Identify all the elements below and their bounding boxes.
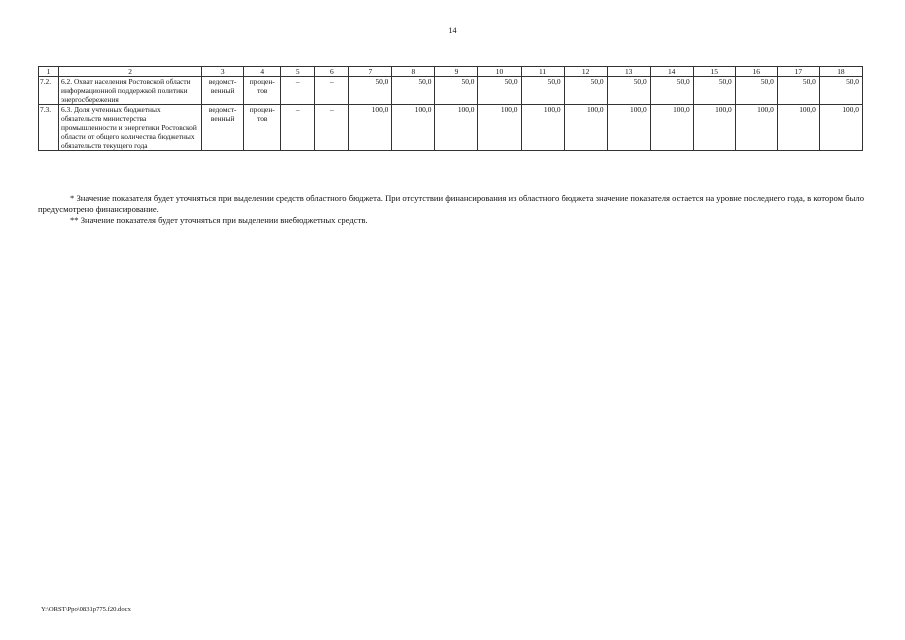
table-header-row — [39, 67, 863, 77]
footnotes — [38, 193, 864, 226]
footnote-2: ** Значение показателя будет уточняться при выделении внебюджетных средств. — [70, 215, 368, 225]
header-cell: 10 — [478, 67, 521, 77]
value-cell: 100,0 — [607, 105, 650, 151]
header-cell: 8 — [392, 67, 435, 77]
value-cell: 50,0 — [349, 77, 392, 105]
value-cell: 50,0 — [521, 77, 564, 105]
header-cell: 5 — [281, 67, 315, 77]
row-number-cell: 7.2. — [39, 77, 59, 105]
page-number: 14 — [448, 26, 457, 35]
header-cell: 3 — [202, 67, 244, 77]
value-cell: 100,0 — [564, 105, 607, 151]
header-cell: 1 — [39, 67, 59, 77]
header-cell: 7 — [349, 67, 392, 77]
unit-cell: процен-тов — [244, 77, 281, 105]
header-cell: 12 — [564, 67, 607, 77]
header-cell: 14 — [650, 67, 693, 77]
value-cell: 50,0 — [819, 77, 862, 105]
header-cell: 11 — [521, 67, 564, 77]
value-cell: 100,0 — [392, 105, 435, 151]
data-source-cell: ведомст-венный — [202, 105, 244, 151]
value-cell: 100,0 — [735, 105, 777, 151]
value-cell: 100,0 — [650, 105, 693, 151]
value-cell: 100,0 — [478, 105, 521, 151]
table-row — [39, 105, 863, 151]
footnote-1: * Значение показателя будет уточняться при выделении средств областного бюджета. При отсутствии финансирования из областного бюджета значение показателя остается на уровне последнего года, в котором было предусмотрено финансирование. — [38, 193, 864, 214]
header-cell: 6 — [315, 67, 349, 77]
value-cell: 50,0 — [392, 77, 435, 105]
value-cell: 50,0 — [650, 77, 693, 105]
row-number-cell: 7.3. — [39, 105, 59, 151]
value-cell: 100,0 — [777, 105, 819, 151]
value-cell: 100,0 — [349, 105, 392, 151]
header-cell: 2 — [59, 67, 202, 77]
indicator-name-cell: 6.2. Охват населения Ростовской области информационной поддержкой политики энергосбережения — [59, 77, 202, 105]
header-cell: 4 — [244, 67, 281, 77]
header-cell: 17 — [777, 67, 819, 77]
header-cell: 15 — [693, 67, 735, 77]
header-cell: 16 — [735, 67, 777, 77]
value-cell: 50,0 — [693, 77, 735, 105]
value-cell: 50,0 — [777, 77, 819, 105]
unit-cell: процен-тов — [244, 105, 281, 151]
header-cell: 13 — [607, 67, 650, 77]
header-cell: 18 — [819, 67, 862, 77]
value-cell: – — [315, 77, 349, 105]
value-cell: – — [281, 77, 315, 105]
table-row — [39, 77, 863, 105]
value-cell: 100,0 — [819, 105, 862, 151]
value-cell: 50,0 — [735, 77, 777, 105]
value-cell: 50,0 — [607, 77, 650, 105]
value-cell: 100,0 — [693, 105, 735, 151]
value-cell: 100,0 — [521, 105, 564, 151]
indicators-table — [38, 66, 863, 151]
data-source-cell: ведомст-венный — [202, 77, 244, 105]
indicator-name-cell: 6.3. Доля учтенных бюджетных обязательств министерства промышленности и энергетики Ростовской области от общего количества бюджетных обязательств текущего года — [59, 105, 202, 151]
value-cell: 100,0 — [435, 105, 478, 151]
value-cell: 50,0 — [564, 77, 607, 105]
value-cell: 50,0 — [478, 77, 521, 105]
file-path-footer: Y:\ORST\Ppo\0831p775.f20.docx — [41, 606, 131, 613]
value-cell: 50,0 — [435, 77, 478, 105]
header-cell: 9 — [435, 67, 478, 77]
table-body — [39, 67, 863, 151]
value-cell: – — [315, 105, 349, 151]
value-cell: – — [281, 105, 315, 151]
